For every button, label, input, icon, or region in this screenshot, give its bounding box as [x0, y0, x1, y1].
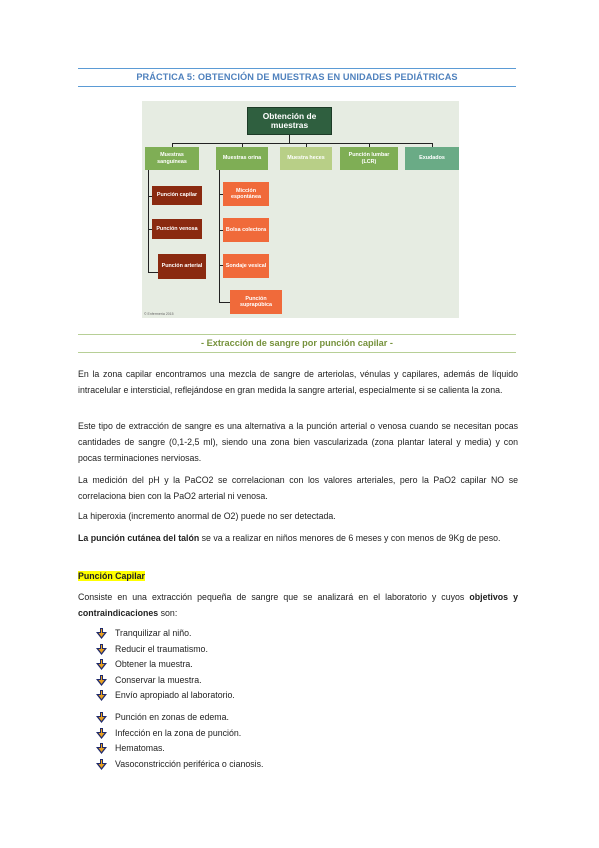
list-item	[96, 726, 263, 742]
header-top-rule	[78, 68, 516, 69]
category-feces	[280, 147, 332, 170]
arrow-bullet-icon	[96, 659, 107, 670]
paragraph-hyperoxia: La hiperoxia (incremento anormal de O2) puede no ser detectada.	[78, 511, 336, 521]
list-item-text: Envío apropiado al laboratorio.	[115, 690, 235, 701]
blood-capillary-node	[152, 186, 202, 205]
blood-venous-label: Punción venosa	[156, 225, 198, 232]
diagram-credit: © Enfermería 2015	[144, 312, 174, 316]
arrow-bullet-icon	[96, 712, 107, 723]
list-item-text: Vasoconstricción periférica o cianosis.	[115, 758, 264, 769]
list-item	[96, 710, 263, 726]
page-title: PRÁCTICA 5: OBTENCIÓN DE MUESTRAS EN UNIDADES PEDIÁTRICAS	[136, 72, 458, 82]
urine-spontaneous-node	[223, 182, 269, 206]
paragraph-heel-puncture	[78, 530, 518, 546]
connector	[148, 170, 149, 272]
connector	[289, 135, 290, 143]
paragraph-capillary-zone: En la zona capilar encontramos una mezcla de sangre de arteriolas, vénulas y capilares, además de líquido intracelular e intersticial, reflejándose en gran medida la sangre arterial, especialmente si se calienta la zona.	[78, 369, 518, 395]
category-exudates-label: Exudados	[419, 155, 445, 162]
header-bottom-rule	[78, 86, 516, 87]
blood-venous-node	[152, 219, 202, 239]
urine-catheter-node	[223, 254, 269, 278]
urine-spontaneous-label: Micción espontánea	[231, 187, 261, 200]
list-item	[96, 673, 235, 689]
urine-bag-label: Bolsa colectora	[225, 226, 267, 233]
heel-puncture-bold: La punción cutánea del talón	[78, 533, 200, 543]
section-bottom-rule	[78, 352, 516, 353]
diagram-root-label: Obtención de muestras	[262, 111, 317, 130]
arrow-bullet-icon	[96, 759, 107, 770]
section-top-rule	[78, 334, 516, 335]
list-item-text: Punción en zonas de edema.	[115, 712, 229, 722]
arrow-bullet-icon	[96, 644, 107, 655]
list-item	[96, 657, 235, 673]
intro-end: son:	[158, 608, 178, 618]
category-urine	[216, 147, 268, 170]
list-item	[96, 741, 263, 757]
urine-catheter-label: Sondaje vesical	[225, 262, 267, 269]
connector	[219, 170, 220, 303]
list-item	[96, 757, 263, 773]
arrow-bullet-icon	[96, 628, 107, 639]
intro-bold: objetivos y contraindicaciones	[78, 592, 518, 618]
list-item	[96, 642, 235, 658]
arrow-bullet-icon	[96, 743, 107, 754]
arrow-bullet-icon	[96, 728, 107, 739]
connector	[219, 302, 230, 303]
blood-arterial-node	[158, 254, 206, 279]
diagram-root-node	[247, 107, 332, 135]
connector	[148, 272, 158, 273]
contraindications-list	[96, 710, 263, 772]
section-subtitle: - Extracción de sangre por punción capilar -	[201, 338, 393, 348]
blood-capillary-label: Punción capilar	[156, 192, 198, 199]
list-item-text: Obtener la muestra.	[115, 659, 193, 670]
category-urine-label: Muestras orina	[222, 155, 262, 162]
capillary-heading-label: Punción Capilar	[78, 571, 145, 581]
list-item-text: Reducir el traumatismo.	[115, 643, 208, 654]
urine-bag-node	[223, 218, 269, 242]
list-item-text: Infección en la zona de punción.	[115, 727, 242, 738]
paragraph-ph-measurement: La medición del pH y la PaCO2 se correlacionan con los valores arteriales, pero la PaO2 capilar NO se correlaciona bien con la PaO2 arterial ni venosa.	[78, 475, 518, 501]
heel-puncture-rest: se va a realizar en niños menores de 6 meses y con menos de 9Kg de peso.	[199, 533, 501, 543]
objectives-list	[96, 626, 235, 704]
category-blood	[145, 147, 199, 170]
list-item-text: Conservar la muestra.	[115, 674, 202, 685]
blood-arterial-label: Punción arterial	[161, 263, 203, 270]
paragraph-alternative: Este tipo de extracción de sangre es una alternativa a la punción arterial o venosa cuando se necesitan pocas cantidades de sangre (0,1-2,5 ml), siendo una zona bien vascularizada (zona plantar lateral y media) y con pocas terminaciones nerviosas.	[78, 421, 518, 463]
list-item-text: Hematomas.	[115, 743, 165, 754]
category-lumbar-label: Punción lumbar (LCR)	[348, 152, 390, 165]
intro-text: Consiste en una extracción pequeña de sangre que se analizará en el laboratorio y cuyos	[78, 592, 470, 602]
urine-suprapubic-label: Punción suprapúbica	[239, 295, 273, 308]
category-feces-label: Muestra heces	[287, 155, 325, 162]
arrow-bullet-icon	[96, 690, 107, 701]
category-lumbar	[340, 147, 398, 170]
list-item-text: Tranquilizar al niño.	[115, 628, 192, 638]
capillary-heading	[78, 568, 145, 584]
list-item	[96, 688, 235, 704]
connector	[172, 143, 433, 144]
category-blood-label: Muestras sanguíneas	[157, 152, 187, 165]
arrow-bullet-icon	[96, 675, 107, 686]
urine-suprapubic-node	[230, 290, 282, 314]
sample-collection-diagram	[142, 101, 459, 318]
list-item	[96, 626, 235, 642]
category-exudates	[405, 147, 459, 170]
paragraph-intro	[78, 589, 518, 621]
